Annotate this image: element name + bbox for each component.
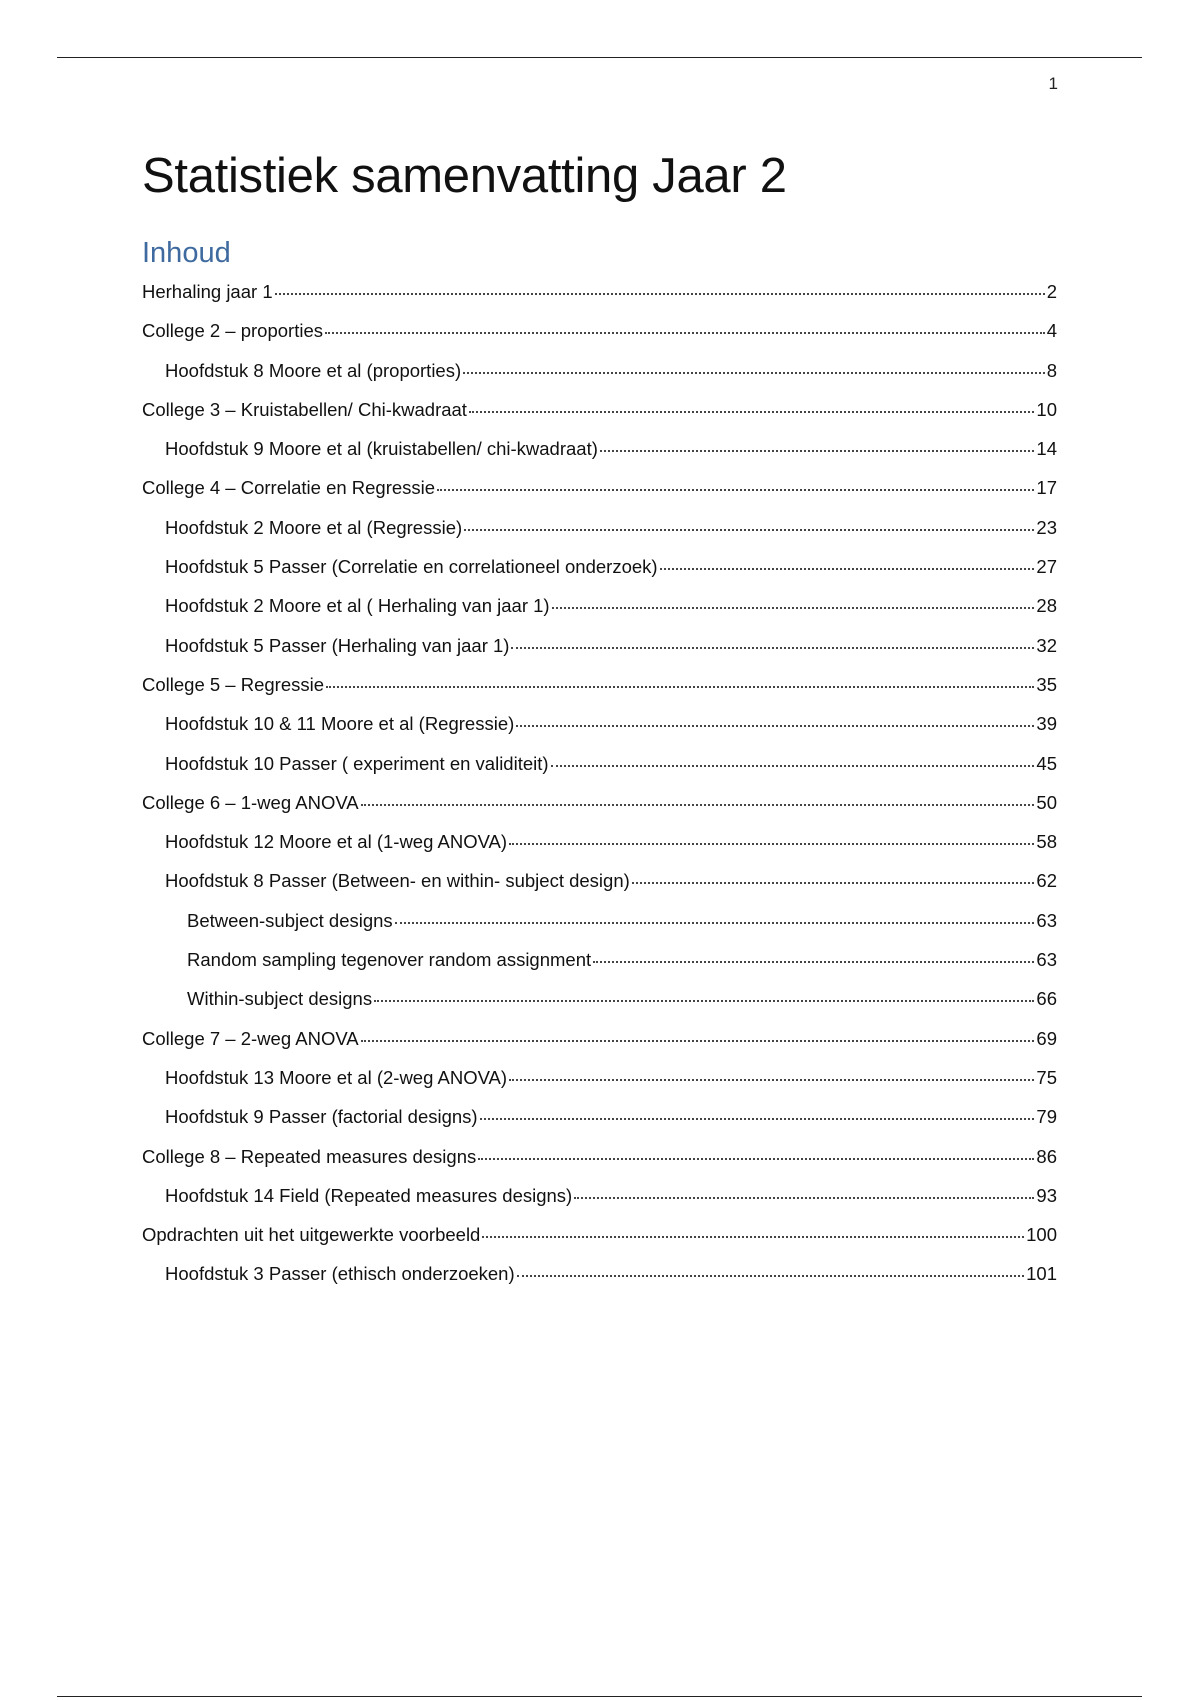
toc-entry-label: Hoofdstuk 3 Passer (ethisch onderzoeken)	[165, 1263, 515, 1285]
toc-entry-label: Hoofdstuk 13 Moore et al (2-weg ANOVA)	[165, 1066, 508, 1088]
document-title: Statistiek samenvatting Jaar 2	[142, 149, 787, 203]
toc-entry-page-number: 23	[1036, 516, 1057, 538]
toc-entry[interactable]	[142, 672, 1057, 711]
toc-entry[interactable]	[142, 515, 1057, 554]
toc-dot-leader	[574, 1197, 1034, 1199]
toc-entry-label: Hoofdstuk 5 Passer (Herhaling van jaar 1)	[165, 634, 510, 656]
toc-entry-label: College 8 – Repeated measures designs	[142, 1145, 477, 1167]
toc-dot-leader	[600, 450, 1035, 452]
toc-dot-leader	[361, 1040, 1035, 1042]
toc-dot-leader	[325, 332, 1045, 334]
toc-entry-page-number: 75	[1036, 1066, 1057, 1088]
toc-entry-page-number: 10	[1036, 398, 1057, 420]
toc-entry-label: College 6 – 1-weg ANOVA	[142, 791, 359, 813]
toc-entry-label: Hoofdstuk 9 Moore et al (kruistabellen/ chi-kwadraat)	[165, 438, 598, 460]
toc-entry-label: Herhaling jaar 1	[142, 281, 273, 302]
toc-entry-label: Hoofdstuk 2 Moore et al (Regressie)	[165, 516, 463, 538]
toc-entry[interactable]	[142, 475, 1057, 514]
toc-dot-leader	[517, 1275, 1024, 1277]
toc-entry-label: Hoofdstuk 10 & 11 Moore et al (Regressie)	[165, 713, 515, 735]
toc-entry-label: Opdrachten uit het uitgewerkte voorbeeld	[142, 1224, 481, 1246]
toc-dot-leader	[469, 411, 1034, 413]
toc-entry[interactable]	[142, 358, 1057, 397]
toc-entry-label: Hoofdstuk 12 Moore et al (1-weg ANOVA)	[165, 831, 508, 853]
toc-entry[interactable]	[142, 436, 1057, 475]
toc-entry-label: College 5 – Regressie	[142, 673, 325, 695]
toc-entry[interactable]	[142, 1222, 1057, 1261]
toc-entry-page-number: 63	[1036, 949, 1057, 971]
toc-dot-leader	[509, 1079, 1034, 1081]
toc-entry-page-number: 66	[1036, 988, 1057, 1010]
toc-entry-label: Hoofdstuk 14 Field (Repeated measures designs)	[165, 1184, 573, 1206]
toc-entry[interactable]	[142, 1065, 1057, 1104]
toc-entry-label: Between-subject designs	[187, 909, 393, 931]
toc-entry-label: Hoofdstuk 8 Moore et al (proporties)	[165, 359, 462, 381]
toc-entry-label: Hoofdstuk 5 Passer (Correlatie en correlationeel onderzoek)	[165, 556, 658, 578]
toc-dot-leader	[478, 1158, 1034, 1160]
toc-entry[interactable]	[142, 593, 1057, 632]
toc-entry-label: Hoofdstuk 8 Passer (Between- en within- subject design)	[165, 870, 630, 892]
toc-entry[interactable]	[142, 554, 1057, 593]
toc-entry-label: Within-subject designs	[187, 988, 373, 1010]
toc-entry[interactable]	[142, 908, 1057, 947]
toc-entry-page-number: 2	[1046, 281, 1057, 302]
toc-entry-label: Hoofdstuk 2 Moore et al ( Herhaling van jaar 1)	[165, 595, 550, 617]
toc-dot-leader	[516, 725, 1034, 727]
toc-dot-leader	[509, 843, 1034, 845]
toc-entry-page-number: 101	[1026, 1263, 1057, 1285]
toc-entry-label: College 4 – Correlatie en Regressie	[142, 477, 436, 499]
table-of-contents	[142, 279, 1057, 1301]
toc-entry[interactable]	[142, 279, 1057, 318]
toc-entry[interactable]	[142, 1026, 1057, 1065]
toc-entry-page-number: 17	[1036, 477, 1057, 499]
toc-entry[interactable]	[142, 1261, 1057, 1300]
toc-dot-leader	[480, 1118, 1035, 1120]
toc-entry-label: Hoofdstuk 10 Passer ( experiment en validiteit)	[165, 752, 549, 774]
toc-entry-page-number: 35	[1036, 673, 1057, 695]
toc-entry-page-number: 8	[1046, 359, 1057, 381]
toc-entry[interactable]	[142, 1183, 1057, 1222]
toc-entry-page-number: 58	[1036, 831, 1057, 853]
toc-entry[interactable]	[142, 829, 1057, 868]
toc-entry-label: College 2 – proporties	[142, 320, 323, 342]
page-number: 1	[1048, 74, 1058, 93]
toc-entry-page-number: 79	[1036, 1106, 1057, 1128]
toc-entry[interactable]	[142, 711, 1057, 750]
toc-dot-leader	[395, 922, 1035, 924]
toc-dot-leader	[326, 686, 1034, 688]
toc-entry-label: College 3 – Kruistabellen/ Chi-kwadraat	[142, 398, 467, 420]
toc-entry[interactable]	[142, 318, 1057, 357]
toc-entry-label: Hoofdstuk 9 Passer (factorial designs)	[165, 1106, 478, 1128]
toc-entry[interactable]	[142, 790, 1057, 829]
toc-dot-leader	[552, 607, 1035, 609]
toc-dot-leader	[361, 804, 1035, 806]
toc-entry[interactable]	[142, 868, 1057, 907]
toc-entry-page-number: 50	[1036, 791, 1057, 813]
toc-entry-page-number: 62	[1036, 870, 1057, 892]
toc-entry-page-number: 39	[1036, 713, 1057, 735]
toc-dot-leader	[551, 765, 1035, 767]
toc-entry-page-number: 28	[1036, 595, 1057, 617]
header-rule	[57, 57, 1142, 58]
toc-dot-leader	[275, 293, 1045, 295]
toc-dot-leader	[437, 489, 1034, 491]
toc-entry[interactable]	[142, 633, 1057, 672]
toc-entry-page-number: 32	[1036, 634, 1057, 656]
toc-entry-page-number: 4	[1046, 320, 1057, 342]
toc-dot-leader	[660, 568, 1035, 570]
toc-dot-leader	[374, 1000, 1034, 1002]
toc-entry[interactable]	[142, 1144, 1057, 1183]
toc-entry-page-number: 86	[1036, 1145, 1057, 1167]
toc-entry-label: Random sampling tegenover random assignment	[187, 949, 592, 971]
toc-entry-page-number: 14	[1036, 438, 1057, 460]
toc-entry[interactable]	[142, 986, 1057, 1025]
toc-heading: Inhoud	[142, 237, 231, 269]
toc-dot-leader	[632, 882, 1035, 884]
toc-entry[interactable]	[142, 1104, 1057, 1143]
toc-entry-page-number: 93	[1036, 1184, 1057, 1206]
toc-dot-leader	[593, 961, 1034, 963]
toc-entry[interactable]	[142, 947, 1057, 986]
toc-entry[interactable]	[142, 751, 1057, 790]
toc-entry-page-number: 27	[1036, 556, 1057, 578]
toc-dot-leader	[463, 372, 1045, 374]
toc-entry[interactable]	[142, 397, 1057, 436]
footer-rule	[57, 1696, 1142, 1697]
toc-dot-leader	[511, 647, 1034, 649]
toc-entry-page-number: 45	[1036, 752, 1057, 774]
toc-entry-page-number: 69	[1036, 1027, 1057, 1049]
toc-dot-leader	[482, 1236, 1024, 1238]
toc-entry-page-number: 100	[1026, 1224, 1057, 1246]
toc-entry-label: College 7 – 2-weg ANOVA	[142, 1027, 359, 1049]
toc-dot-leader	[464, 529, 1034, 531]
toc-entry-page-number: 63	[1036, 909, 1057, 931]
